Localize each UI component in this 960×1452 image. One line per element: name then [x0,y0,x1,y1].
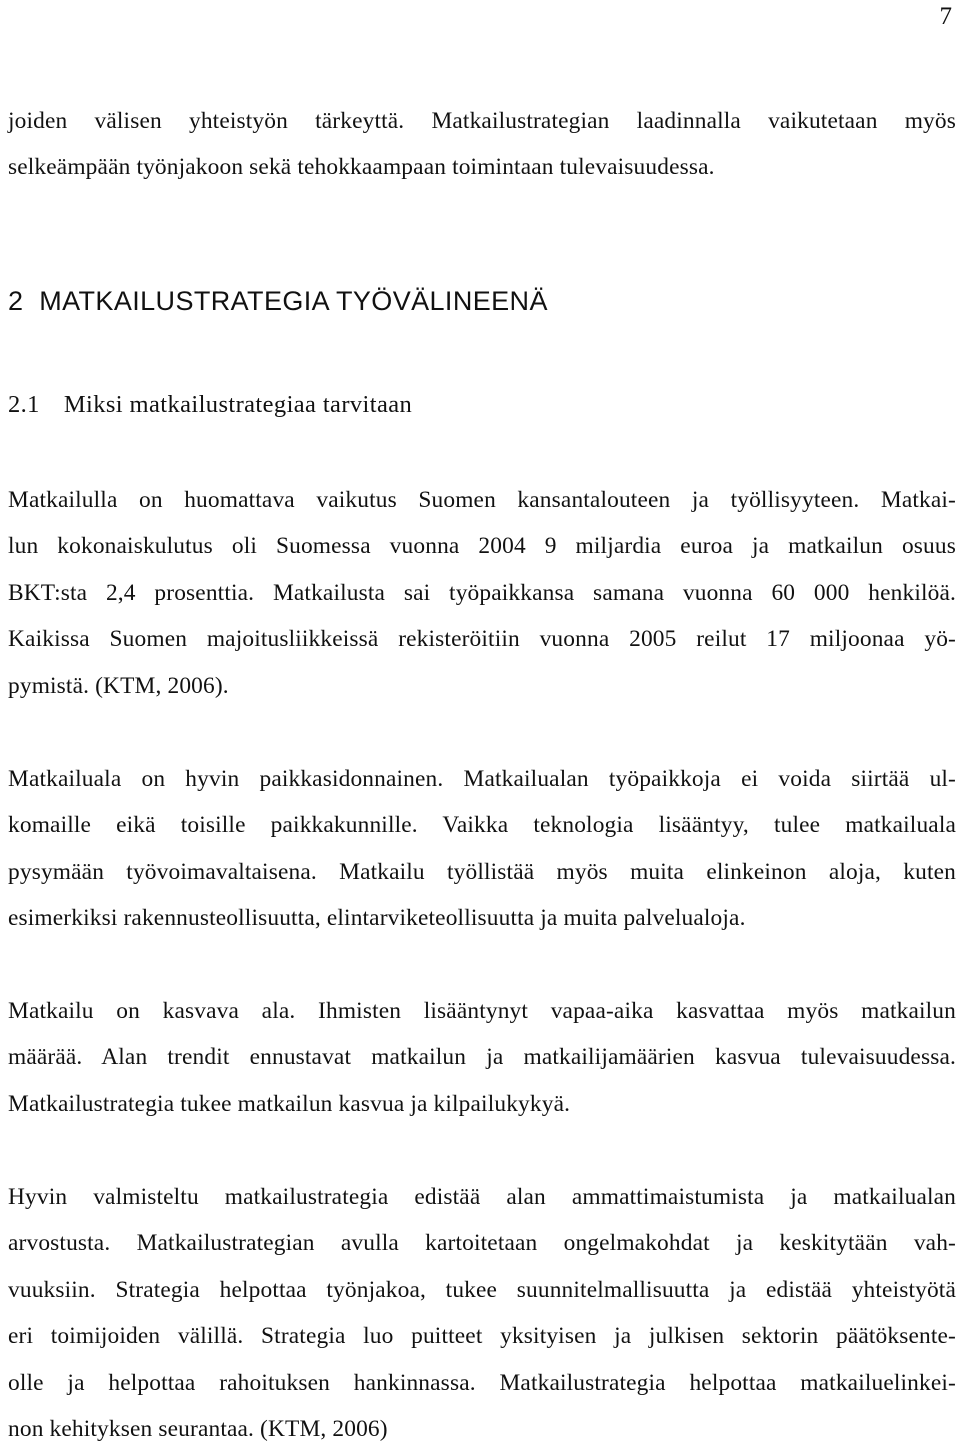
paragraph-line: selkeämpään työnjakoon sekä tehokkaampaan toimintaan tulevaisuudessa. [8,154,715,181]
paragraph-line: pymistä. (KTM, 2006). [8,672,229,699]
body-paragraph-2 [8,756,956,942]
paragraph-line: BKT:sta 2,4 prosenttia. Matkailusta sai työpaikkansa samana vuonna 60 000 henkilöä. [8,579,956,606]
body-paragraph-3 [8,988,956,1127]
paragraph-line: arvostusta. Matkailustrategian avulla kartoitetaan ongelmakohdat ja keskitytään vah- [8,1230,956,1257]
paragraph-line: määrää. Alan trendit ennustavat matkailun ja matkailijamäärien kasvua tulevaisuudessa. [8,1044,956,1071]
paragraph-line: Matkailu on kasvava ala. Ihmisten lisääntynyt vapaa-aika kasvattaa myös matkailun [8,998,956,1024]
paragraph [8,98,956,191]
section-number: 2.1 [8,391,40,418]
paragraph-line: joiden välisen yhteistyön tärkeyttä. Matkailustrategian laadinnalla vaikutetaan myös [8,108,956,134]
paragraph-line: Matkailulla on huomattava vaikutus Suomen kansantalouteen ja työllisyyteen. Matkai- [8,487,956,513]
chapter-heading [8,286,548,317]
paragraph-line: Hyvin valmisteltu matkailustrategia edistää alan ammattimaistumista ja matkailualan [8,1184,956,1210]
chapter-title: MATKAILUSTRATEGIA TYÖVÄLINEENÄ [39,286,548,316]
paragraph-line: Matkailuala on hyvin paikkasidonnainen. Matkailualan työpaikkoja ei voida siirtää ul- [8,766,956,792]
chapter-number: 2 [8,286,24,316]
intro-paragraph [8,98,956,191]
paragraph-line: Matkailustrategia tukee matkailun kasvua ja kilpailukykyä. [8,1090,571,1117]
page-number: 7 [939,3,952,30]
paragraph-line: eri toimijoiden välillä. Strategia luo puitteet yksityisen ja julkisen sektorin päätöksente- [8,1323,956,1350]
section-heading [8,391,412,419]
paragraph [8,756,956,942]
paragraph-line: esimerkiksi rakennusteollisuutta, elintarviketeollisuutta ja muita palvelualoja. [8,905,746,932]
section-title: Miksi matkailustrategiaa tarvitaan [63,391,413,418]
paragraph [8,1174,956,1452]
paragraph-line: Kaikissa Suomen majoitusliikkeissä rekisteröitiin vuonna 2005 reilut 17 miljoonaa yö- [8,626,956,653]
paragraph-line: vuuksiin. Strategia helpottaa työnjakoa, tukee suunnitelmallisuutta ja edistää yhteistyötä [8,1276,956,1303]
paragraph [8,988,956,1127]
body-paragraph-4 [8,1174,956,1452]
body-paragraph-1 [8,477,956,709]
paragraph-line: non kehityksen seurantaa. (KTM, 2006) [8,1416,388,1443]
paragraph [8,477,956,709]
paragraph-line: lun kokonaiskulutus oli Suomessa vuonna 2004 9 miljardia euroa ja matkailun osuus [8,533,956,560]
paragraph-line: komaille eikä toisille paikkakunnille. Vaikka teknologia lisääntyy, tulee matkailuala [8,812,956,839]
paragraph-line: olle ja helpottaa rahoituksen hankinnassa. Matkailustrategia helpottaa matkailuelinkei- [8,1369,956,1396]
paragraph-line: pysymään työvoimavaltaisena. Matkailu työllistää myös muita elinkeinon aloja, kuten [8,858,956,885]
